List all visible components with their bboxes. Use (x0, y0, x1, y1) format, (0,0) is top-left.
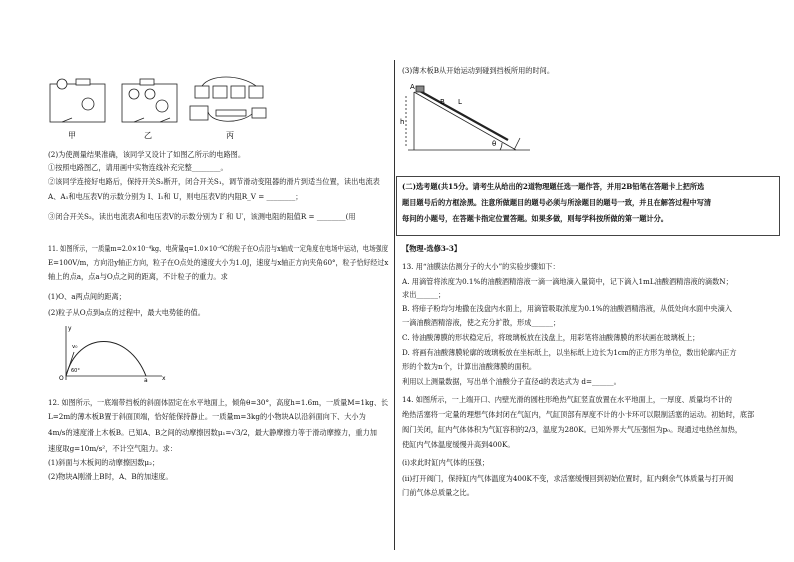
question-14: 14. 如图所示，一上端开口、内壁光滑的圆柱形绝热气缸竖直放置在水平地面上，一厚度、质量均不计的 (402, 395, 732, 404)
text-line: 求出______； (402, 290, 446, 299)
angle-theta-label: θ (492, 140, 497, 148)
circuit-c (190, 77, 266, 121)
column-separator (394, 60, 395, 550)
board-b-label: B (440, 98, 445, 106)
text-line: (2)粒子从O点到a点的过程中，最大电势能的值。 (48, 308, 205, 317)
text-line: 利用以上测量数据，写出单个油酸分子直径d的表达式为 d=______。 (402, 377, 621, 386)
circuit-a-label: 甲 (68, 131, 76, 140)
length-l-label: L (458, 98, 462, 106)
text-line: 绝热活塞将一定量的理想气体封闭在气缸内，气缸顶部有厚度不计的小卡环可以限制活塞的运动。初始时，底部 (402, 410, 755, 419)
angle-label: 60° (71, 368, 80, 374)
v0-label: v₀ (72, 344, 78, 350)
incline-figure (400, 80, 535, 158)
instructions-line: 题目题号后的方框涂黑。注意所做题目的题号必须与所涂题目的题号一致，并且在解答过程中写清 (402, 198, 712, 207)
text-line: 轴上的点a，点a与O点之间的距离，不计粒子的重力。求 (48, 272, 228, 281)
text-line: B. 将痱子粉均匀地撒在浅盘内水面上，用滴管吸取浓度为0.1%的油酸酒精溶液，从低处向水面中央滴入 (402, 304, 732, 313)
block-a-label: A (410, 83, 415, 91)
question-12-part3: (3)薄木板B从开始运动到碰到挡板所用的时间。 (402, 66, 555, 75)
text-line: (2)物块A刚滑上B时，A、B的加速度。 (48, 472, 173, 481)
text-line: 门前气体总质量之比。 (402, 488, 474, 497)
text-line: ③闭合开关S₂，读出电流表A和电压表V的示数分别为 I′ 和 U′，该测电阻的阻值R = ________(用 (48, 212, 356, 221)
height-h-label: h (400, 118, 405, 126)
text-line: 形的个数为n个，计算出油酸薄膜的面积。 (402, 362, 537, 371)
circuit-c-label: 丙 (226, 131, 234, 140)
text-line: (ii)打开阀门，保持缸内气体温度为400K不变，求活塞缓慢回到初始位置时，缸内剩余气体质量与打开阀 (402, 474, 734, 483)
text-line: 使缸内气体温度缓慢升高到400K。 (402, 440, 515, 449)
text-line: A、A₁和电压表V的示数分别为 I、I₁和 U，则电压表V的内阻R_V = ________； (48, 192, 303, 201)
question-13: 13. 用“油膜法估测分子的大小”的实验步骤如下： (402, 262, 560, 271)
text-line: D. 将画有油酸薄膜轮廓的玻璃板放在坐标纸上，以坐标纸上边长为1cm的正方形为单位，数出轮廓内正方 (402, 348, 737, 357)
origin-label: O (59, 375, 64, 382)
text-line: 4m/s的速度滑上木板B。已知A、B之间的动摩擦因数μ₁=√3/2，最大静摩擦力等于滑动摩擦力，重力加 (48, 428, 377, 437)
y-axis-label: y (68, 325, 72, 332)
text-line: (2)为使测量结果准确，该同学又设计了如图乙所示的电路图。 (48, 150, 246, 159)
text-line: E=100V/m，方向沿y轴正方向，粒子在O点处的速度大小为1.0J，速度与x轴正方向夹角60°，粒子恰好经过x (48, 258, 389, 267)
text-line: 一滴油酸酒精溶液，使之充分扩散，形成______； (402, 318, 561, 327)
text-line: 速度取g=10m/s²，不计空气阻力。求： (48, 444, 178, 453)
text-line: (1)斜面与木板间的动摩擦因数μ₂； (48, 458, 160, 467)
circuit-b (122, 79, 177, 122)
circuit-a (50, 79, 105, 122)
text-line: ①按照电路图乙，请用画中实物连线补充完整________。 (48, 163, 228, 172)
text-line: (1)O、a两点间的距离； (48, 292, 126, 301)
text-line: (i)求此时缸内气体的压强； (402, 458, 489, 467)
question-12: 12. 如图所示，一底端带挡板的斜面体固定在水平地面上，倾角θ=30°，高度h=1.6m，一质量M=1kg、长 (48, 398, 389, 407)
text-line: 阀门关闭，缸内气体体积为气缸容积的2/3，温度为280K。已知外界大气压强恒为p₀。现通过电热丝加热， (402, 425, 743, 434)
point-a-label: a (144, 377, 148, 382)
text-line: C. 待油酸薄膜的形状稳定后，将玻璃板放在浅盘上，用彩笔将油酸薄膜的形状画在玻璃板上； (402, 333, 700, 342)
question-11: 11. 如图所示，一质量m=2.0×10⁻⁴kg、电荷量q=1.0×10⁻⁶C的粒子在O点沿与x轴成一定角度在电场中运动，电场强度 (48, 244, 389, 253)
x-axis-label: x (162, 375, 166, 382)
instructions-line: (二)选考题(共15分。请考生从给出的2道物理题任选一题作答，并用2B铅笔在答题卡上把所选 (402, 182, 705, 191)
text-line: ②该同学连接好电路后，保持开关S₂断开，闭合开关S₁，调节滑动变阻器的滑片到适当位置，读出电流表 (48, 177, 380, 186)
circuit-b-label: 乙 (144, 131, 152, 140)
section-title: 【物理-选修3-3】 (402, 244, 462, 253)
text-line: L=2m的薄木板B置于斜面顶端，恰好能保持静止。一质量m=3kg的小物块A以沿斜面向下、大小为 (48, 412, 366, 421)
circuit-figures (40, 72, 290, 142)
instructions-line: 每问的小题号，在答题卡指定位置答题。如果多做，则每学科按所做的第一题计分。 (402, 214, 668, 223)
trajectory-graph (58, 322, 170, 382)
text-line: A. 用滴管将浓度为0.1%的油酸酒精溶液一滴一滴地滴入量筒中，记下滴入1mL油酸酒精溶液的滴数N； (402, 277, 733, 286)
